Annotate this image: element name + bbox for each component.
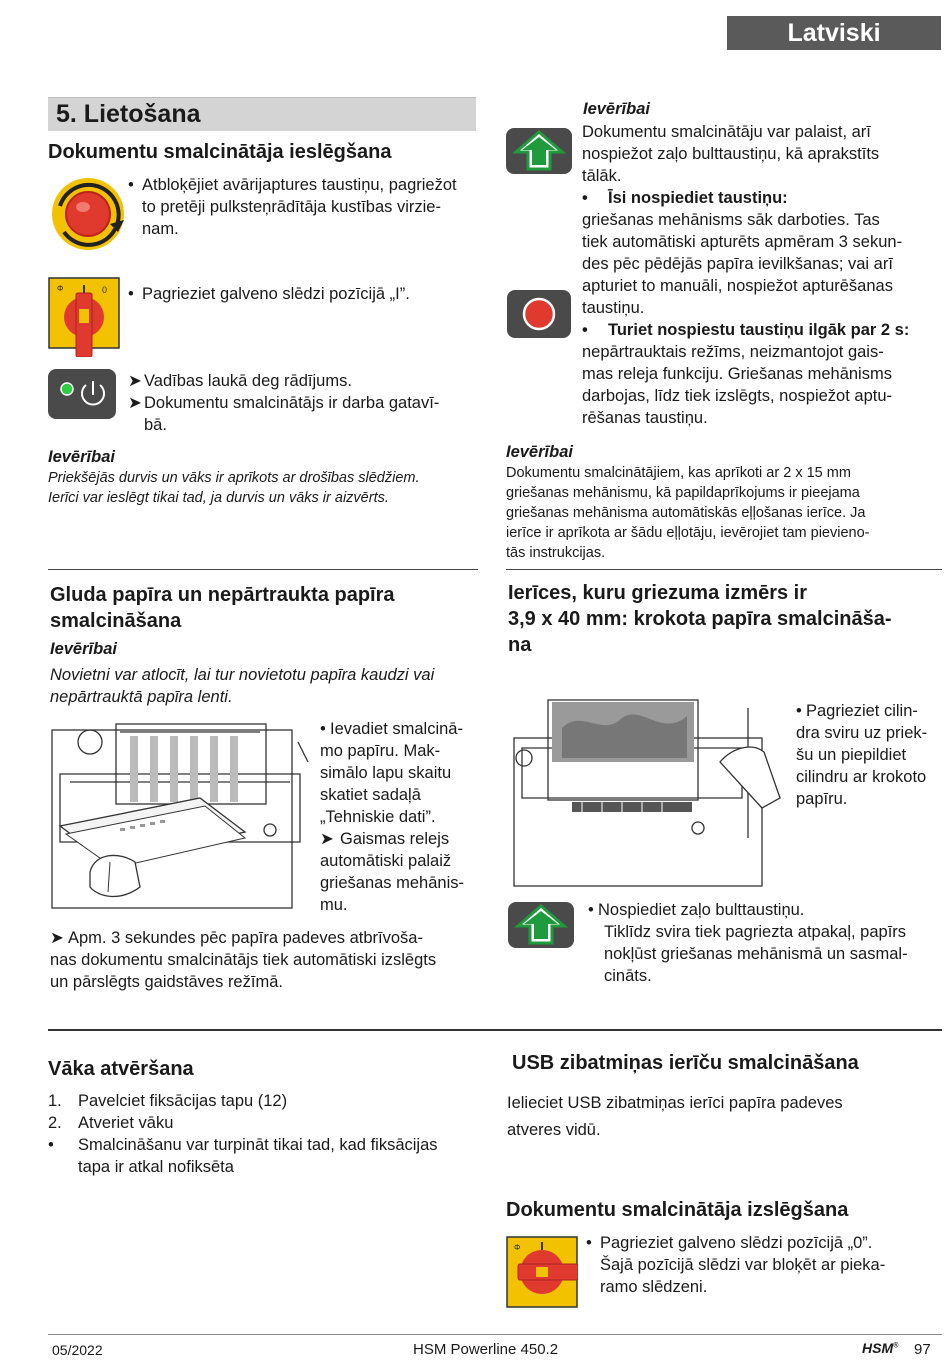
switch-off-text: • Pagrieziet galveno slēdzi pozīcijā „0”. Šajā pozīcijā slēdzi var bloķēt ar pieka- ramo slēdzeni.: [586, 1234, 886, 1296]
right-note2-heading: Ievērībai: [506, 443, 573, 461]
language-tab: Latviski: [727, 16, 941, 50]
switch-on-step1: • Atbloķējiet avārijaptures taustiņu, pagriežot to pretēji pulksteņrādītāja kustības virzie- nam.: [128, 176, 457, 238]
svg-text:0: 0: [102, 285, 108, 295]
switch-on-note-heading: Ievērībai: [48, 448, 115, 466]
switch-off-heading: Dokumentu smalcinātāja izslēgšana: [506, 1199, 849, 1221]
footer-product: HSM Powerline 450.2: [413, 1341, 559, 1358]
red-stop-button-icon: [507, 290, 571, 338]
switch-on-results: ➤ Vadības laukā deg rādījums. ➤ Dokumentu smalcinātājs ir darba gatavī- bā.: [128, 372, 440, 434]
list-item: 1. Pavelciet fiksācijas tapu (12): [48, 1092, 288, 1110]
cover-list: [48, 1090, 484, 1178]
usb-heading: USB zibatmiņas ierīču smalcināšana: [512, 1052, 859, 1074]
svg-text:Φ: Φ: [514, 1243, 521, 1252]
list-item: 2. Atveriet vāku: [48, 1114, 174, 1132]
hsm-logo: HSM®: [862, 1340, 899, 1356]
divider: [506, 569, 942, 570]
crumpled-step2: • Nospiediet zaļo bulttaustiņu. Tiklīdz svira tiek pagriezta atpakaļ, papīrs nokļūst griešanas mehānismā un sasmal- cināts.: [588, 901, 908, 985]
crumpled-step1: • Pagrieziet cilin- dra sviru uz priek- šu un piepildiet cilindru ar krokoto papīru.: [796, 702, 928, 808]
usb-text: Ielieciet USB zibatmiņas ierīci papīra padeves atveres vidū.: [507, 1094, 843, 1139]
right-note2-text: Dokumentu smalcinātājiem, kas aprīkoti ar 2 x 15 mm griešanas mehānismu, kā papildaprīkojums ir pieejama griešanas mehānisma automātiskās eļļošanas ierīce. Ja ierīce ir aprīkota ar šādu eļļotāju, ievērojiet tam pievieno- tās instrukcijas.: [506, 465, 870, 561]
smooth-paper-steps: • Ievadiet smalcinā- mo papīru. Mak- simālo lapu skaitu skatiet sadaļā „Tehniskie dati”. ➤ Gaismas relejs automātiski palaiž griešanas mehānis- mu.: [320, 720, 464, 914]
emergency-stop-icon: [50, 176, 126, 252]
divider: [48, 569, 478, 570]
short-press-block: • Īsi nospiediet taustiņu: griešanas mehānisms sāk darboties. Tas tiek automātiski apturēts apmēram 3 sekun- des pēc pēdējās papīra ievilkšanas; vai arī apturiet to manuāli, nospiežot apturēšanas taustiņu. • Turiet nospiestu taustiņu ilgāk par 2 s: nepārtrauktais režīms, neizmantojot gais- mas releja funkciju. Griešanas mehānisms darbojas, līdz tiek izslēgts, nospiežot aptu- rēšanas taustiņu.: [582, 189, 910, 427]
smooth-paper-heading: Gluda papīra un nepārtraukta papīra smalcināšana: [50, 584, 395, 632]
main-switch-off-icon: [506, 1236, 578, 1308]
switch-on-note: Priekšējās durvis un vāks ir aprīkots ar drošības slēdžiem. Ierīci var ieslēgt tikai tad, ja durvis un vāks ir aizvērts.: [48, 470, 420, 506]
control-panel-icon: [48, 369, 116, 419]
page-number: 97: [914, 1341, 931, 1358]
right-note-text: Dokumentu smalcinātāju var palaist, arī nospiežot zaļo bulttaustiņu, kā aprakstīts tālāk.: [582, 123, 880, 185]
divider: [48, 1029, 942, 1031]
right-note-heading: Ievērībai: [583, 100, 650, 118]
svg-text:Φ: Φ: [57, 284, 64, 293]
section-title: 5. Lietošana: [48, 97, 476, 131]
green-arrow-button-icon: [508, 902, 574, 948]
list-item: • Smalcināšanu var turpināt tikai tad, kad fiksācijas tapa ir atkal nofiksēta: [48, 1136, 438, 1176]
main-switch-on-icon: [48, 277, 120, 357]
green-arrow-button-icon: [506, 128, 572, 174]
crumpled-paper-illustration: [512, 698, 784, 888]
switch-on-heading: Dokumentu smalcinātāja ieslēgšana: [48, 141, 392, 163]
cover-heading: Vāka atvēršana: [48, 1058, 194, 1080]
smooth-paper-note: Novietni var atlocīt, lai tur novietotu papīra kaudzi vai nepārtrauktā papīra lenti.: [50, 666, 435, 706]
smooth-paper-note-heading: Ievērībai: [50, 640, 117, 658]
crumpled-heading: Ierīces, kuru griezuma izmērs ir 3,9 x 40 mm: krokota papīra smalcināša- na: [508, 582, 892, 656]
smooth-paper-after: ➤ Apm. 3 sekundes pēc papīra padeves atbrīvoša- nas dokumentu smalcinātājs tiek automātiski izslēgts un pārslēgts gaidstāves režīmā.: [50, 929, 437, 991]
switch-on-step2: • Pagrieziet galveno slēdzi pozīcijā „I”.: [128, 285, 410, 303]
footer-rule: [48, 1334, 942, 1335]
paper-feeding-illustration: [50, 722, 312, 912]
footer-date: 05/2022: [52, 1342, 103, 1358]
